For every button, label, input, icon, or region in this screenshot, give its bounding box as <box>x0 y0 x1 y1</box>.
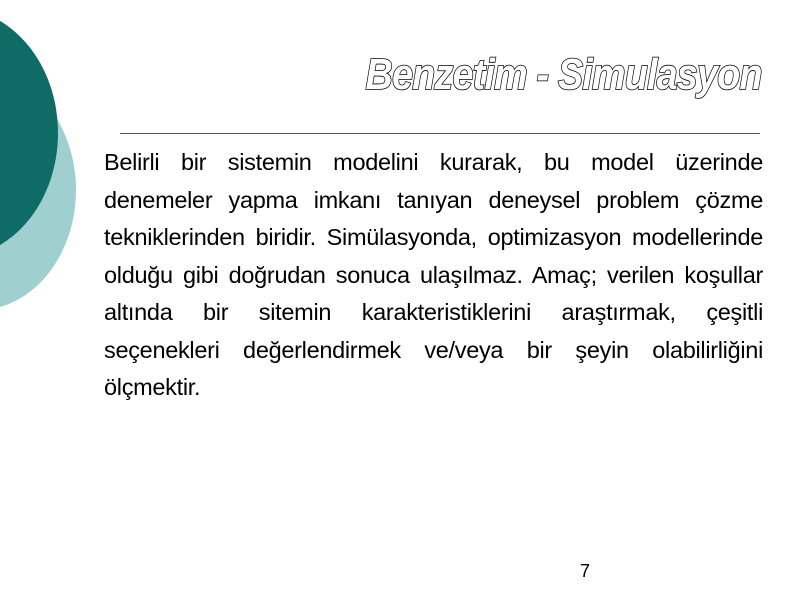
slide-body-text: Belirli bir sistemin modelini kurarak, bu model üzerinde denemeler yapma imkanı tanıyan deneysel problem çözme tekniklerinden biridir. Simülasyonda, optimizasyon modellerinde olduğu gibi doğrudan sonuca ulaşılmaz. Amaç; verilen koşullar altında bir sitemin karakteristiklerini araştırmak, çeşitli seçenekleri değerlendirmek ve/veya bir şeyin olabilirliğini ölçmektir. <box>104 149 763 400</box>
title-divider <box>120 133 760 134</box>
slide-title: Benzetim - Simulasyon <box>365 50 762 99</box>
page-number: 7 <box>580 561 591 581</box>
